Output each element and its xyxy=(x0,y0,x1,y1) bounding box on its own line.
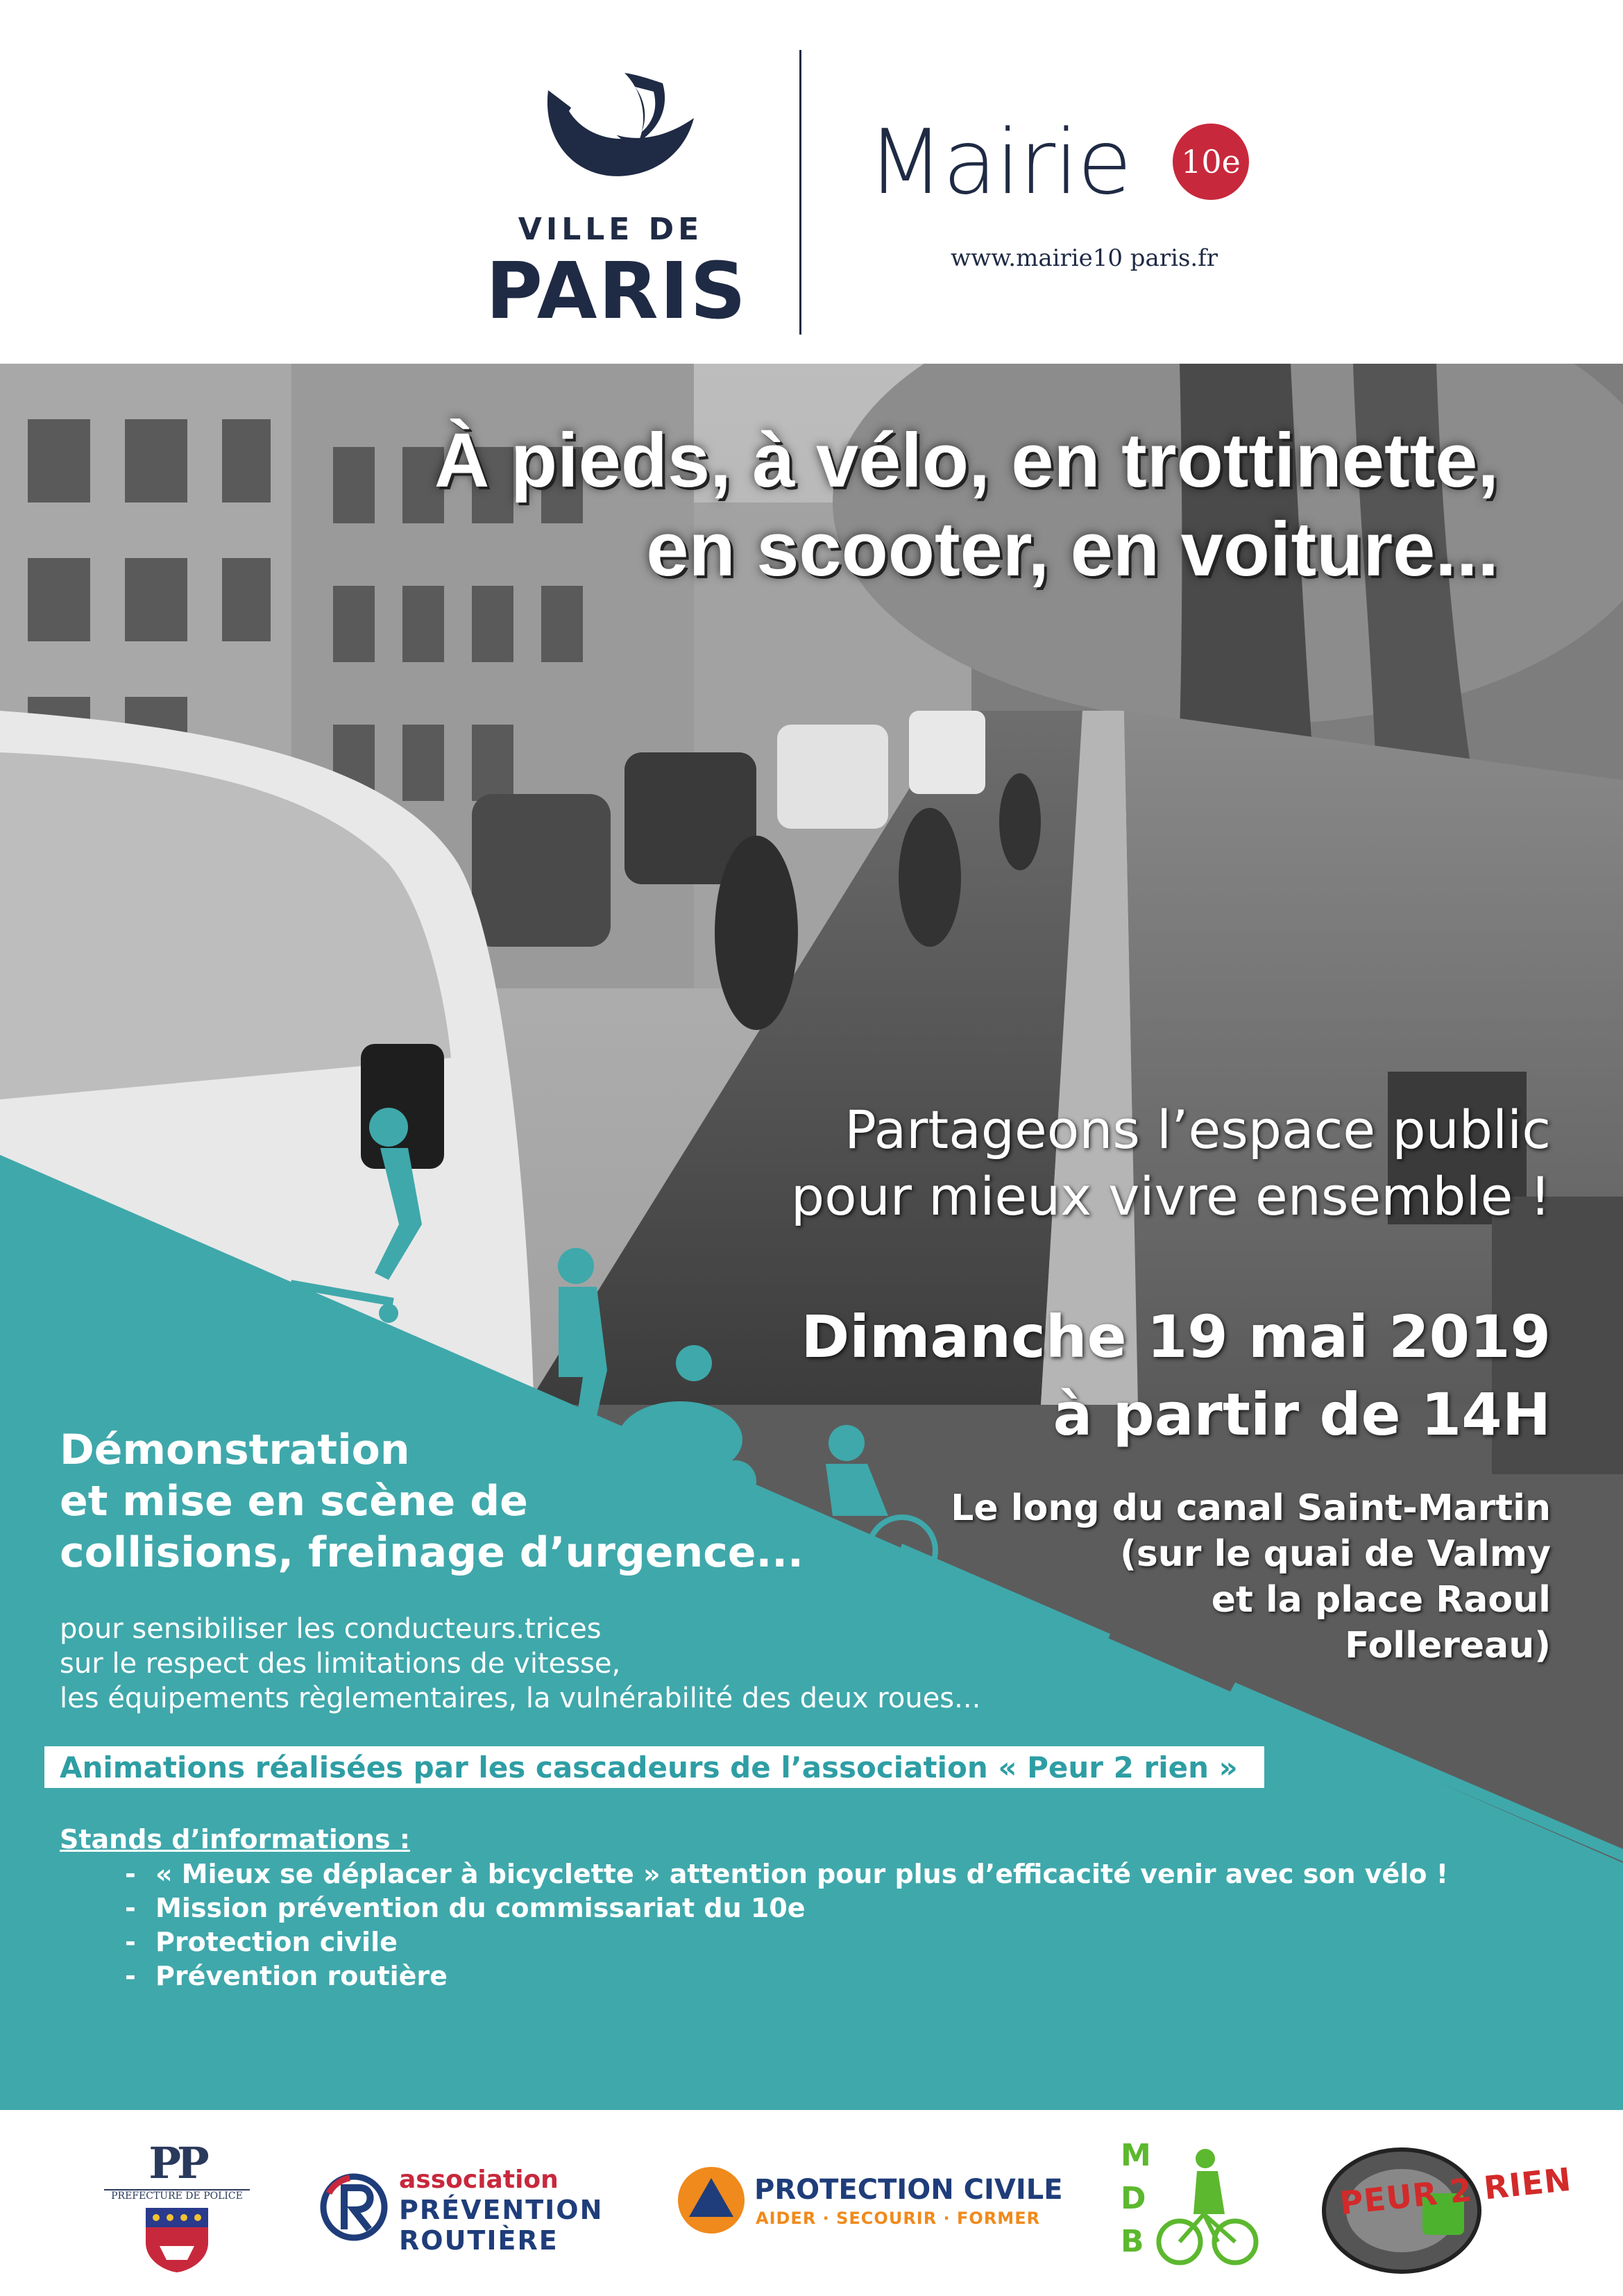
list-item xyxy=(125,1959,1513,1993)
paris-label: PARIS xyxy=(486,246,748,337)
stand-item-label: « Mieux se déplacer à bicyclette » attention pour plus d’efficacité venir avec son vélo ! xyxy=(155,1859,1449,1889)
event-location-line-2: (sur le quai de Valmy xyxy=(1120,1533,1551,1575)
peur-2-rien-logo xyxy=(1318,2145,1574,2277)
subtitle-line-1: Partageons l’espace public xyxy=(844,1099,1551,1160)
list-bullet: - xyxy=(125,1927,136,1957)
peur-2-rien-label: PEUR 2 RIEN xyxy=(1338,2160,1574,2222)
list-item xyxy=(125,1891,1513,1925)
prevention-routiere-line-1: association xyxy=(399,2166,559,2194)
prevention-routiere-icon xyxy=(319,2172,389,2242)
cyclist-icon xyxy=(1155,2145,1259,2270)
demonstration-text-line-1: pour sensibiliser les conducteurs.trices xyxy=(60,1613,602,1645)
partner-logos xyxy=(0,2110,1623,2296)
mdb-letter-b: B xyxy=(1121,2224,1144,2259)
header-divider xyxy=(799,50,801,335)
stands-title: Stands d’informations : xyxy=(60,1824,411,1855)
protection-civile-logo xyxy=(677,2166,1063,2249)
demonstration-title-line-2: et mise en scène de xyxy=(60,1477,528,1526)
stands-list xyxy=(125,1857,1513,1993)
street-photo xyxy=(0,364,1623,2110)
protection-civile-name: PROTECTION CIVILE xyxy=(754,2174,1063,2206)
demonstration-description xyxy=(60,1612,1101,1716)
mairie-url[interactable]: www.mairie10 paris.fr xyxy=(951,244,1218,272)
ville-de-paris-logo xyxy=(486,69,748,337)
protection-civile-icon xyxy=(677,2166,746,2235)
mdb-letter-d: D xyxy=(1121,2181,1146,2216)
subtitle-line-2: pour mieux vivre ensemble ! xyxy=(790,1165,1551,1227)
mdb-logo xyxy=(1117,2138,1263,2277)
prefecture-letters: PP xyxy=(148,2138,205,2188)
list-bullet: - xyxy=(125,1893,136,1923)
demonstration-title-line-3: collisions, freinage d’urgence... xyxy=(60,1528,804,1577)
headline-line-2: en scooter, en voiture... xyxy=(646,507,1499,592)
ville-de-label: VILLE DE xyxy=(518,212,704,247)
demonstration-title xyxy=(60,1424,858,1578)
list-bullet: - xyxy=(125,1859,136,1889)
prevention-routiere-line-2: PRÉVENTION xyxy=(399,2195,604,2225)
list-bullet: - xyxy=(125,1961,136,1991)
event-location-line-1: Le long du canal Saint-Martin xyxy=(951,1487,1551,1529)
demonstration-title-line-1: Démonstration xyxy=(60,1426,410,1474)
event-location-line-3: et la place Raoul xyxy=(1211,1579,1551,1621)
header xyxy=(0,0,1623,364)
stand-item-label: Prévention routière xyxy=(155,1961,448,1991)
headline-line-1: À pieds, à vélo, en trottinette, xyxy=(434,418,1499,503)
prevention-routiere-line-3: ROUTIÈRE xyxy=(399,2225,559,2256)
prefecture-de-police-logo xyxy=(104,2138,250,2277)
protection-civile-tagline: AIDER · SECOURIR · FORMER xyxy=(756,2209,1041,2228)
paris-boat-icon xyxy=(520,69,701,201)
event-location-line-4: Follereau) xyxy=(1345,1625,1551,1666)
stand-item-label: Protection civile xyxy=(155,1927,398,1957)
mairie-arrondissement-badge: 10e xyxy=(1173,124,1249,200)
prefecture-caption: PREFECTURE DE POLICE xyxy=(104,2189,250,2202)
mairie-logo-text: Mairie xyxy=(867,111,1131,214)
demonstration-text-line-2: sur le respect des limitations de vitesse, xyxy=(60,1648,621,1680)
list-item xyxy=(125,1925,1513,1959)
list-item xyxy=(125,1857,1513,1891)
mdb-letter-m: M xyxy=(1121,2138,1151,2173)
paris-shield-icon xyxy=(142,2204,212,2274)
animations-banner-text: Animations réalisées par les cascadeurs de l’association « Peur 2 rien » xyxy=(60,1750,1238,1784)
subtitle xyxy=(694,1097,1551,1230)
prevention-routiere-logo xyxy=(319,2159,604,2263)
event-time-line: à partir de 14H xyxy=(1053,1381,1551,1449)
demonstration-text-line-3: les équipements règlementaires, la vulnérabilité des deux roues... xyxy=(60,1682,981,1714)
headline xyxy=(264,416,1499,594)
stand-item-label: Mission prévention du commissariat du 10e xyxy=(155,1893,806,1923)
event-date-line-1: Dimanche 19 mai 2019 xyxy=(801,1303,1551,1371)
